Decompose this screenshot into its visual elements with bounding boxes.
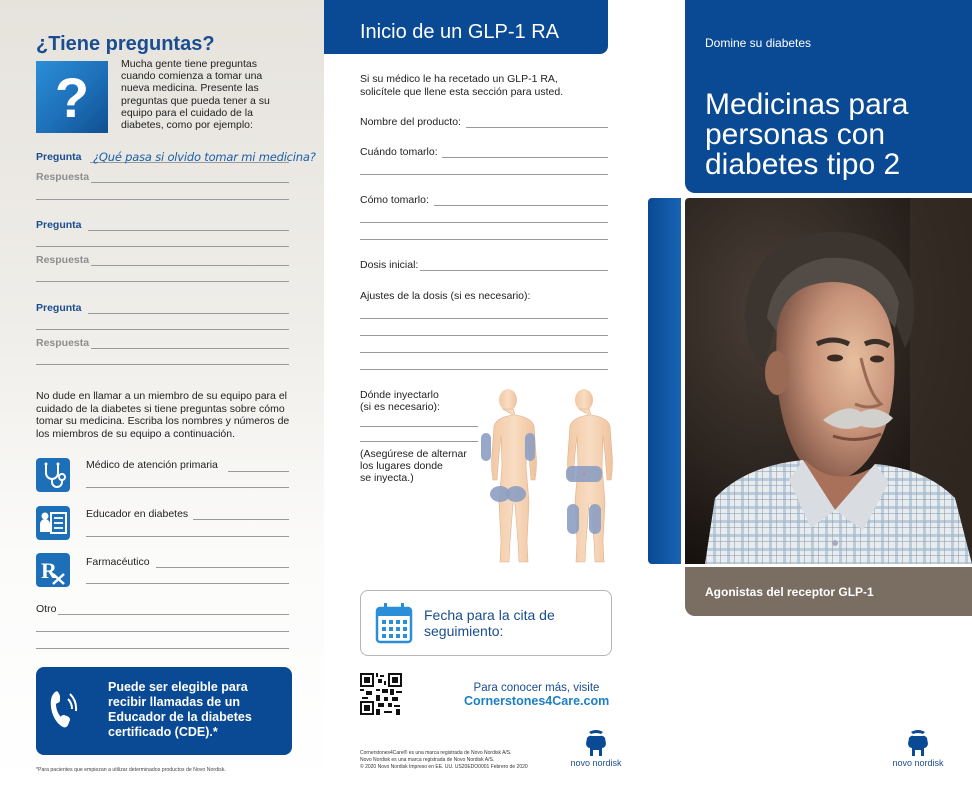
adjust-field[interactable] bbox=[360, 318, 608, 319]
inject-where-label-1: Dónde inyectarlo bbox=[360, 389, 439, 401]
adjust-field[interactable] bbox=[360, 335, 608, 336]
answer-line-extra[interactable] bbox=[36, 364, 289, 365]
initial-dose-field[interactable] bbox=[420, 270, 608, 271]
novo-nordisk-logo bbox=[890, 728, 946, 776]
alternate-note-3: se inyecta.) bbox=[360, 472, 414, 484]
doctor-line-extra[interactable] bbox=[86, 487, 289, 488]
inject-where-field[interactable] bbox=[360, 426, 478, 427]
questions-title: ¿Tiene preguntas? bbox=[36, 33, 215, 55]
answer-line bbox=[91, 348, 289, 349]
answer-label: Respuesta bbox=[36, 337, 90, 349]
question-row-2[interactable] bbox=[36, 219, 289, 233]
question-line bbox=[88, 230, 289, 231]
other-line-extra[interactable] bbox=[36, 648, 289, 649]
fine-print-line: Novo Nordisk es una marca registrada de Novo Nordisk A/S. bbox=[360, 757, 495, 763]
question-row-1[interactable] bbox=[36, 150, 316, 165]
answer-label: Respuesta bbox=[36, 254, 90, 266]
question-line-extra[interactable] bbox=[36, 329, 289, 330]
apis-bull-icon bbox=[905, 728, 931, 758]
contact-label-doctor: Médico de atención primaria bbox=[86, 459, 218, 471]
pharmacist-line[interactable] bbox=[156, 567, 289, 568]
question-label: Pregunta bbox=[36, 219, 82, 231]
question-mark-icon: ? bbox=[36, 61, 108, 133]
question-row-3[interactable] bbox=[36, 302, 289, 316]
answer-row-1[interactable] bbox=[36, 171, 289, 185]
when-label: Cuándo tomarlo: bbox=[360, 146, 438, 158]
rx-icon bbox=[36, 553, 70, 587]
adjust-label: Ajustes de la dosis (si es necesario): bbox=[360, 290, 531, 302]
appointment-text: Fecha para la cita de seguimiento: bbox=[424, 607, 555, 639]
other-line[interactable] bbox=[58, 614, 289, 615]
questions-intro: Mucha gente tiene preguntas cuando comienza a tomar una nueva medicina. Presente las preguntas que pueda tener a su equipo para el cuidado de la diabetes, como por ejemplo: bbox=[121, 58, 270, 132]
answer-label: Respuesta bbox=[36, 171, 90, 183]
body-front bbox=[566, 389, 612, 562]
fine-print-line: Cornerstones4Care® es una marca registrada de Novo Nordisk A/S. bbox=[360, 750, 512, 756]
side-strip bbox=[648, 198, 681, 564]
how-field-extra[interactable] bbox=[360, 239, 608, 240]
cde-text: Puede ser elegible para recibir llamadas de un Educador de la diabetes certificado (CDE).* bbox=[108, 680, 252, 739]
product-field[interactable] bbox=[466, 127, 608, 128]
questions-panel bbox=[0, 0, 324, 792]
how-field-extra[interactable] bbox=[360, 222, 608, 223]
example-question: ¿Qué pasa si olvido tomar mi medicina? bbox=[93, 150, 316, 164]
glp1-header-title: Inicio de un GLP-1 RA bbox=[360, 21, 559, 43]
other-label: Otro bbox=[36, 603, 57, 615]
initial-dose-label: Dosis inicial: bbox=[360, 259, 419, 271]
team-paragraph: No dude en llamar a un miembro de su equipo para el cuidado de la diabetes si tiene preguntas sobre cómo tomar su medicina. Escriba los nombres y números de los miembros de su equipo a continuación. bbox=[36, 390, 290, 440]
product-label: Nombre del producto: bbox=[360, 116, 461, 128]
glp1-header bbox=[324, 0, 608, 54]
when-field[interactable] bbox=[442, 157, 608, 158]
svg-text:R: R bbox=[41, 558, 57, 583]
alternate-note-2: los lugares donde bbox=[360, 460, 443, 472]
cde-callout bbox=[36, 667, 292, 755]
question-line-extra[interactable] bbox=[36, 246, 289, 247]
cover-title: Medicinas para personas con diabetes tipo 2 bbox=[705, 88, 909, 181]
stethoscope-icon bbox=[36, 458, 70, 492]
website-link[interactable]: Cornerstones4Care.com bbox=[464, 694, 610, 708]
logo-text: novo nordisk bbox=[570, 758, 622, 768]
phone-icon bbox=[48, 687, 78, 731]
answer-row-2[interactable] bbox=[36, 254, 289, 268]
cover-panel bbox=[648, 0, 972, 792]
inject-where-label-2: (si es necesario): bbox=[360, 401, 440, 413]
educator-line-extra[interactable] bbox=[86, 536, 289, 537]
contact-label-educator: Educador en diabetes bbox=[86, 508, 189, 520]
contact-label-pharmacist: Farmacéutico bbox=[86, 556, 150, 568]
subtitle-text: Agonistas del receptor GLP-1 bbox=[705, 585, 874, 599]
qr-code-icon[interactable] bbox=[360, 673, 402, 715]
answer-line-extra[interactable] bbox=[36, 199, 289, 200]
cover-kicker: Domine su diabetes bbox=[705, 36, 812, 50]
fine-print bbox=[360, 750, 528, 771]
when-field-extra[interactable] bbox=[360, 174, 608, 175]
question-line bbox=[88, 313, 289, 314]
footnote: *Para pacientes que empiezan a utilizar determinados productos de Novo Nordisk. bbox=[36, 767, 226, 773]
learn-more-text: Para conocer más, visite bbox=[473, 682, 600, 694]
how-label: Cómo tomarlo: bbox=[360, 194, 429, 206]
novo-nordisk-logo bbox=[568, 728, 624, 776]
answer-row-3[interactable] bbox=[36, 337, 289, 351]
answer-line-extra[interactable] bbox=[36, 281, 289, 282]
adjust-field[interactable] bbox=[360, 352, 608, 353]
body-back bbox=[481, 389, 536, 562]
other-line-extra[interactable] bbox=[36, 631, 289, 632]
adjust-field[interactable] bbox=[360, 369, 608, 370]
educator-line[interactable] bbox=[193, 519, 289, 520]
pharmacist-line-extra[interactable] bbox=[86, 583, 289, 584]
cover-photo bbox=[685, 198, 972, 564]
educator-icon bbox=[36, 506, 70, 540]
doctor-line[interactable] bbox=[228, 471, 289, 472]
calendar-icon bbox=[375, 602, 413, 644]
logo-text: novo nordisk bbox=[892, 758, 944, 768]
question-label: Pregunta bbox=[36, 302, 82, 314]
answer-line bbox=[91, 182, 289, 183]
cover-header bbox=[685, 0, 972, 193]
learn-more bbox=[464, 682, 609, 709]
subtitle-band bbox=[685, 567, 972, 616]
how-field[interactable] bbox=[434, 205, 608, 206]
apis-bull-icon bbox=[583, 728, 609, 758]
glp1-start-panel bbox=[324, 0, 648, 792]
appointment-box[interactable] bbox=[360, 590, 612, 656]
injection-sites-illustration bbox=[476, 386, 616, 588]
inject-where-field-extra[interactable] bbox=[360, 441, 478, 442]
answer-line bbox=[91, 265, 289, 266]
alternate-note-1: (Asegúrese de alternar bbox=[360, 448, 467, 460]
man-portrait-image bbox=[685, 198, 972, 564]
glp1-intro: Si su médico le ha recetado un GLP-1 RA, solicítele que llene esta sección para usted. bbox=[360, 73, 564, 98]
question-label: Pregunta bbox=[36, 151, 82, 163]
fine-print-line: © 2020 Novo Nordisk Impreso en EE. UU. US20EDO0001 Febrero de 2020 bbox=[360, 764, 528, 770]
